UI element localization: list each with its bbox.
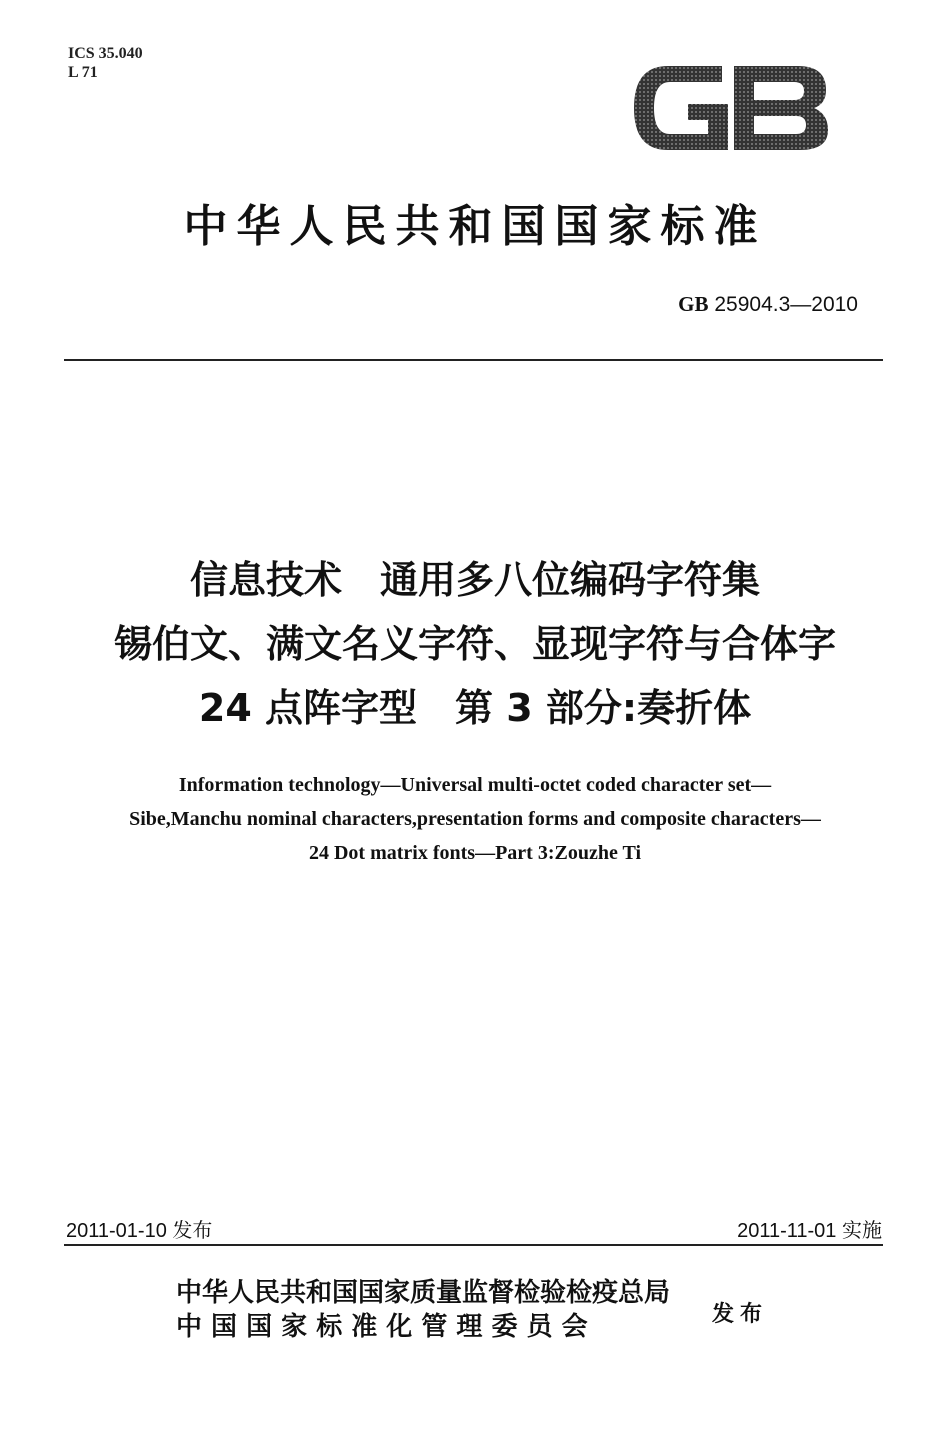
header-divider — [64, 359, 883, 361]
title-zh-line-1: 信息技术 通用多八位编码字符集 — [189, 558, 760, 602]
gb-logo — [630, 58, 830, 158]
issuer-aqsiq: 中华人民共和国国家质量监督检验检疫总局 — [176, 1278, 671, 1308]
national-standard-title: 中华人民共和国国家标准 — [183, 201, 767, 252]
issue-date: 2011-01-10 发布 — [66, 1220, 213, 1242]
standard-number — [678, 292, 858, 317]
implementation-date: 2011-11-01 实施 — [737, 1220, 882, 1242]
ics-code: ICS 35.040 — [68, 45, 143, 62]
standard-code: 25904.3—2010 — [714, 293, 858, 316]
footer-divider — [64, 1244, 883, 1246]
title-en-line-2: Sibe,Manchu nominal characters,presentation forms and composite characters— — [129, 808, 821, 830]
title-en-line-3: 24 Dot matrix fonts—Part 3:Zouzhe Ti — [308, 842, 641, 864]
gb-logo-icon — [630, 58, 830, 158]
title-en-line-1: Information technology—Universal multi-octet coded character set— — [178, 774, 772, 796]
issuer-sac: 中 国 国 家 标 准 化 管 理 委 员 会 — [176, 1312, 588, 1342]
ccs-code: L 71 — [68, 64, 98, 81]
title-zh-line-3: 24 点阵字型 第 3 部分:奏折体 — [198, 686, 752, 730]
classification-codes — [68, 44, 143, 82]
title-zh-line-2: 锡伯文、满文名义字符、显现字符与合体字 — [113, 622, 836, 666]
standard-prefix: GB — [678, 292, 709, 316]
publish-label: 发布 — [712, 1301, 769, 1327]
